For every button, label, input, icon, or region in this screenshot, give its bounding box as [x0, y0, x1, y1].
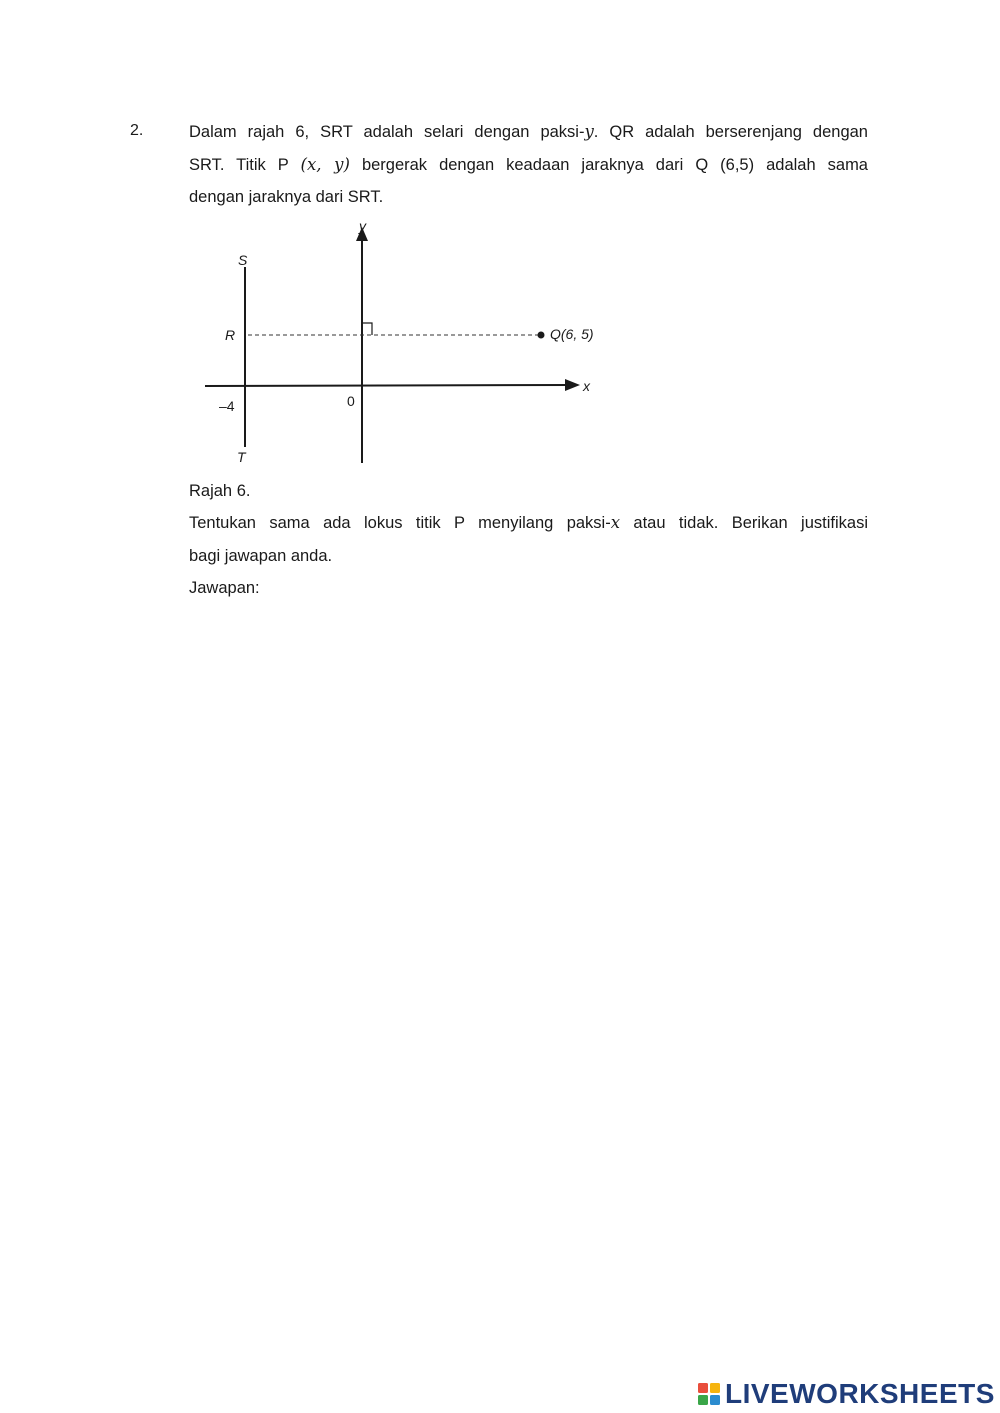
label-y: y — [359, 218, 366, 234]
question-intro — [189, 116, 868, 214]
intro-line-2 — [189, 149, 868, 182]
diagram-caption: Rajah 6. — [189, 482, 251, 500]
label-minus4: –4 — [219, 398, 235, 414]
label-T: T — [237, 449, 246, 465]
intro-text-1: Dalam rajah 6, SRT adalah selari dengan paksi- — [189, 123, 585, 141]
diagram-rajah-6 — [190, 215, 620, 470]
math-xy: (x, y) — [300, 154, 350, 174]
question-task — [189, 507, 868, 572]
task-line-2: bagi jawapan anda. — [189, 546, 333, 565]
task-text-2: atau tidak. Berikan justifikasi — [620, 514, 868, 532]
liveworksheets-logo — [697, 1378, 995, 1410]
math-x: x — [610, 513, 621, 532]
x-axis-arrow — [565, 379, 580, 391]
label-S: S — [238, 252, 248, 268]
task-text-1: Tentukan sama ada lokus titik P menyilang paksi- — [189, 514, 611, 532]
intro-text-3: SRT. Titik P — [189, 155, 301, 174]
x-axis — [205, 385, 570, 386]
label-x: x — [583, 378, 590, 394]
math-y: y — [584, 122, 594, 141]
intro-line-1 — [189, 116, 868, 149]
point-Q — [538, 332, 545, 339]
intro-text-2: . QR adalah berserenjang dengan — [593, 123, 868, 141]
question-number: 2. — [130, 122, 144, 139]
liveworksheets-logo-icon — [697, 1382, 721, 1406]
label-Q: Q(6, 5) — [550, 326, 594, 342]
intro-line-3: dengan jaraknya dari SRT. — [189, 188, 384, 206]
task-line-1 — [189, 507, 868, 540]
right-angle-marker — [362, 323, 372, 335]
label-R: R — [225, 327, 236, 343]
answer-label: Jawapan: — [189, 579, 260, 597]
label-origin: 0 — [347, 393, 355, 409]
liveworksheets-logo-text: LIVEWORKSHEETS — [725, 1378, 995, 1409]
intro-text-4: bergerak dengan keadaan jaraknya dari Q (6,5) adalah sama — [349, 155, 868, 174]
